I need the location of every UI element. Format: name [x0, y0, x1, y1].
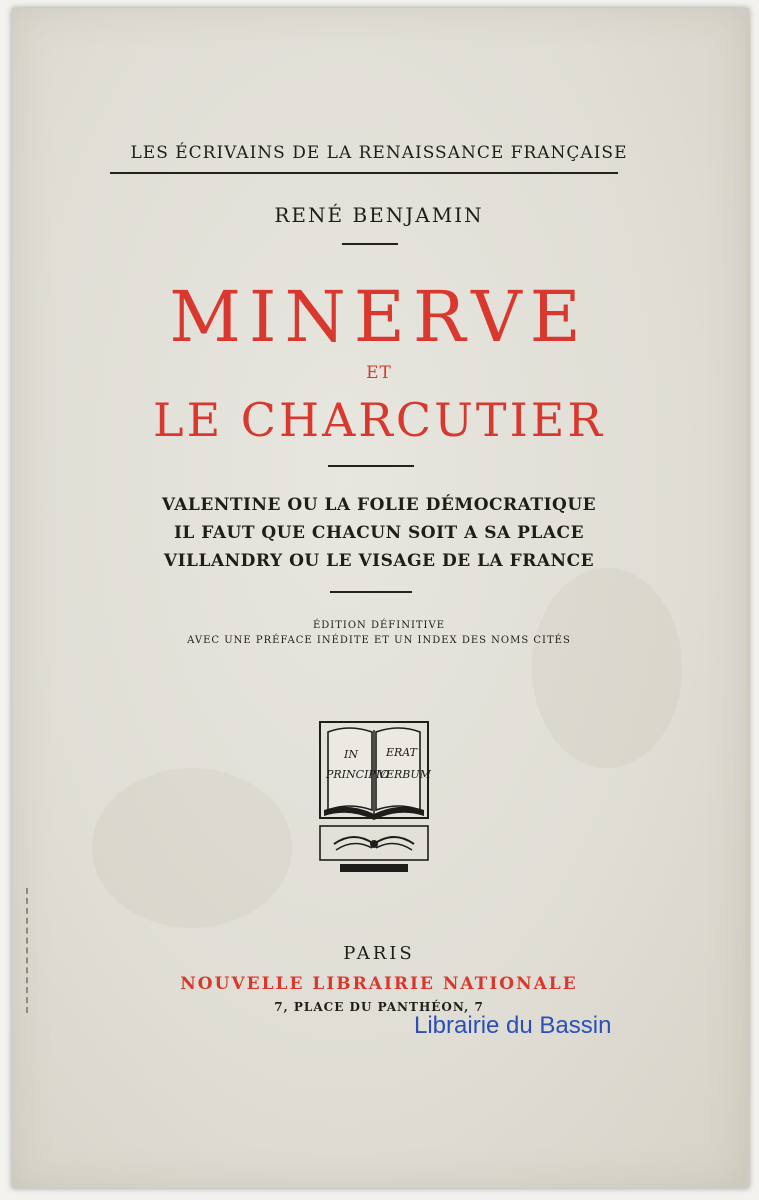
emblem-word-erat: ERAT — [386, 746, 417, 759]
emblem-word-principio: PRINCIPIO — [326, 768, 390, 781]
watermark-text: Librairie du Bassin — [414, 1012, 612, 1039]
title-line-1: MINERVE — [169, 276, 589, 358]
title-rule — [328, 465, 414, 467]
book-cover — [12, 8, 749, 1188]
title-line-2: LE CHARCUTIER — [153, 393, 605, 447]
series-rule — [110, 172, 618, 174]
subtitle-1: VALENTINE OU LA FOLIE DÉMOCRATIQUE — [161, 495, 597, 515]
paper-stain — [532, 568, 682, 768]
preface-note: AVEC UNE PRÉFACE INÉDITE ET UN INDEX DES NOMS CITÉS — [187, 635, 571, 646]
subtitle-rule — [330, 591, 412, 593]
subtitle-2: IL FAUT QUE CHACUN SOIT A SA PLACE — [173, 523, 585, 543]
publication-place: PARIS — [343, 943, 415, 964]
emblem-word-in: IN — [344, 748, 358, 761]
publisher-address: 7, PLACE DU PANTHÉON, 7 — [274, 1000, 484, 1014]
author-name: RENÉ BENJAMIN — [274, 203, 484, 227]
series-title: LES ÉCRIVAINS DE LA RENAISSANCE FRANÇAISE — [130, 143, 628, 163]
publisher-name: NOUVELLE LIBRAIRIE NATIONALE — [180, 974, 578, 994]
subtitle-3: VILLANDRY OU LE VISAGE DE LA FRANCE — [163, 551, 595, 571]
paper-stain — [92, 768, 292, 928]
edition-note: ÉDITION DÉFINITIVE — [312, 620, 446, 631]
open-book-icon — [314, 718, 434, 878]
emblem-word-verbum: VERBUM — [378, 768, 431, 781]
title-conjunction: ET — [366, 363, 392, 383]
author-rule — [342, 243, 398, 245]
